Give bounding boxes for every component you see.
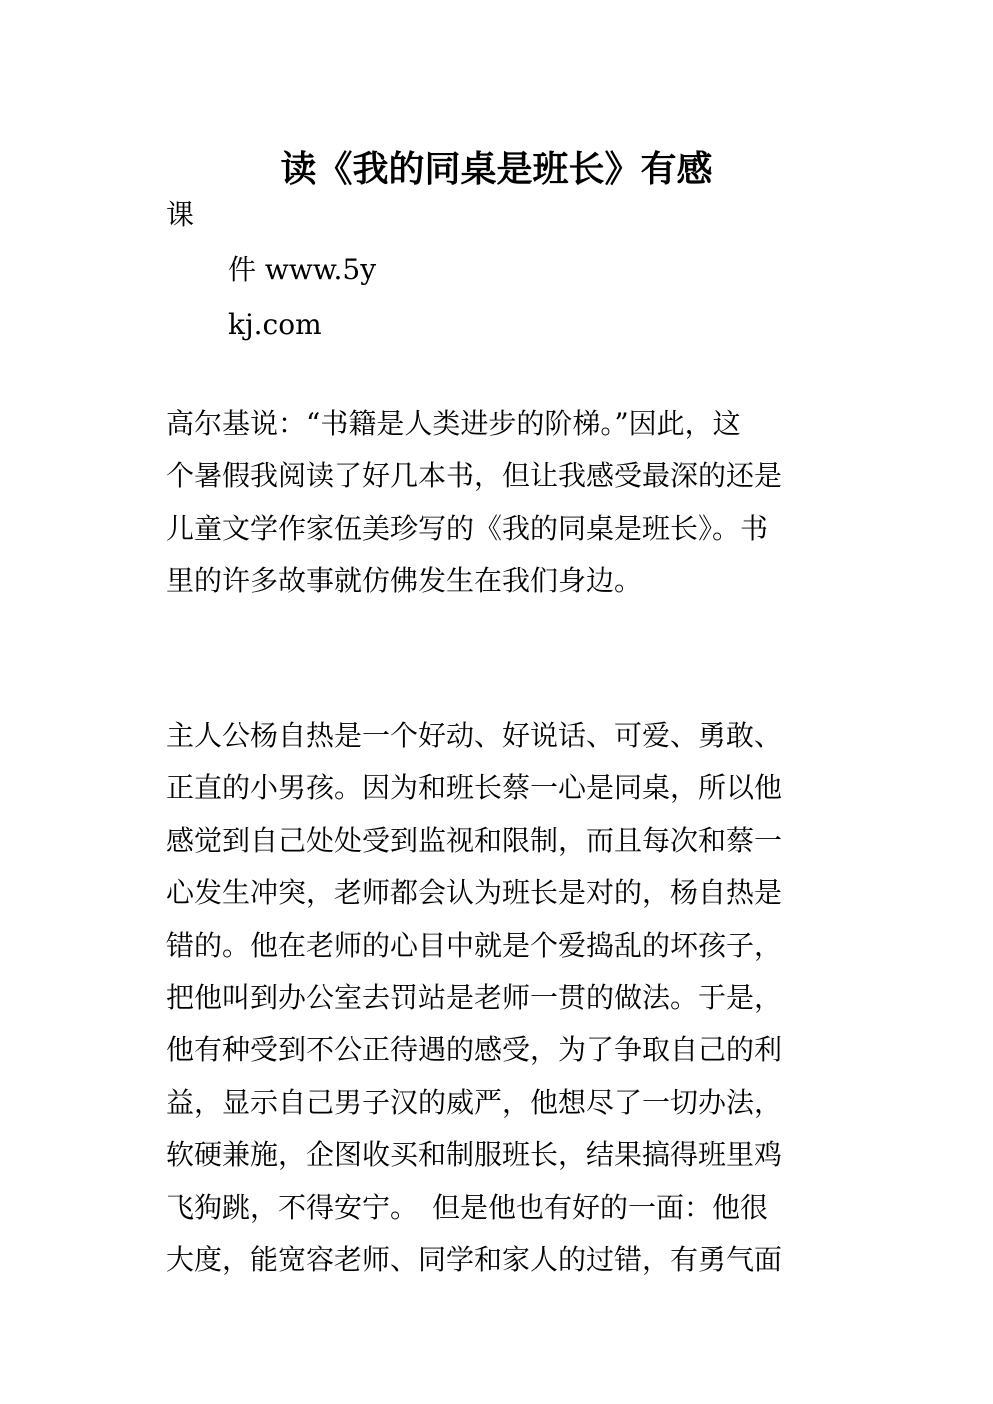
paragraph-line: 正直的小男孩。因为和班长蔡一心是同桌，所以他 [166, 771, 783, 805]
paragraph-line: 儿童文学作家伍美珍写的《我的同桌是班长》。书 [166, 511, 769, 545]
document-title: 读《我的同桌是班长》有感 [280, 149, 713, 191]
paragraph-line: 里的许多故事就仿佛发生在我们身边。 [166, 564, 643, 598]
paragraph-line: 个暑假我阅读了好几本书，但让我感受最深的还是 [166, 459, 783, 493]
paragraph-line: 感觉到自己处处受到监视和限制，而且每次和蔡一 [166, 823, 783, 857]
paragraph-line: 软硬兼施，企图收买和制服班长，结果搞得班里鸡 [166, 1138, 783, 1172]
paragraph-line: 益，显示自己男子汉的威严，他想尽了一切办法， [166, 1085, 783, 1119]
paragraph-1 [166, 398, 830, 608]
paragraph-line: 心发生冲突，老师都会认为班长是对的，杨自热是 [166, 876, 783, 910]
paragraph-line: 他有种受到不公正待遇的感受，为了争取自己的利 [166, 1033, 783, 1067]
source-line-3: kj.com [228, 308, 322, 341]
paragraph-2 [166, 710, 830, 1286]
paragraph-line: 飞狗跳，不得安宁。 但是他也有好的一面：他很 [166, 1190, 769, 1224]
paragraph-line: 把他叫到办公室去罚站是老师一贯的做法。于是， [166, 981, 783, 1015]
paragraph-line: 错的。他在老师的心目中就是个爱捣乱的坏孩子， [166, 928, 783, 962]
source-line-2: 件 www.5y [228, 253, 377, 286]
paragraph-line: 主人公杨自热是一个好动、好说话、可爱、勇敢、 [166, 719, 783, 752]
paragraph-line: 大度，能宽容老师、同学和家人的过错，有勇气面 [166, 1243, 783, 1277]
source-line-1: 课 [166, 198, 195, 231]
paragraph-line: 高尔基说：“书籍是人类进步的阶梯。”因此，这 [166, 407, 741, 440]
